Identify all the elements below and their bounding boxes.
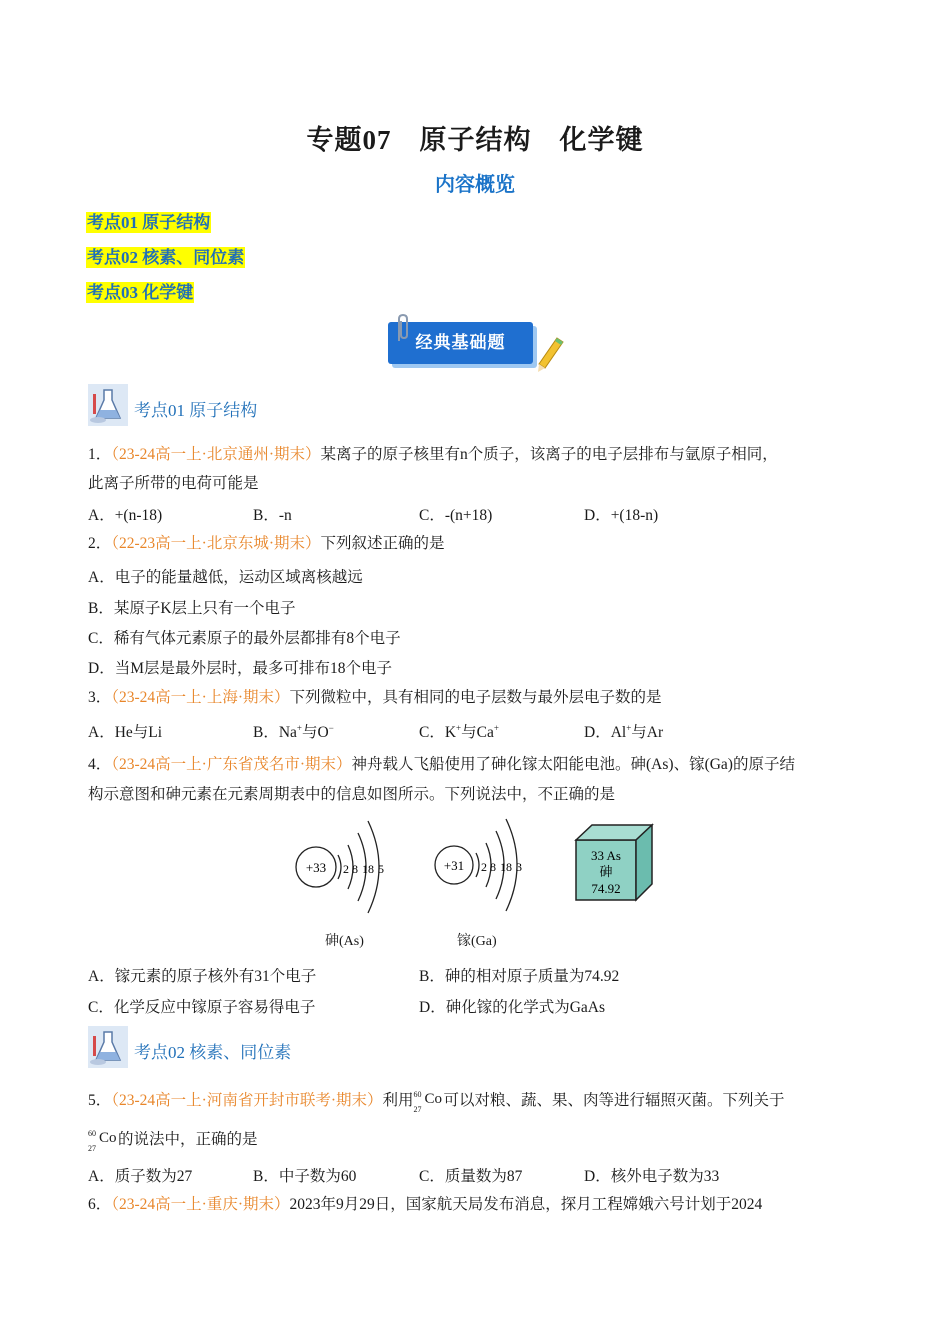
q3-option-b[interactable]: B．Na+与O− [253, 722, 334, 741]
svg-text:2: 2 [481, 860, 487, 874]
question-4-cont: 构示意图和砷元素在元素周期表中的信息如图所示。下列说法中，不正确的是 [88, 786, 616, 803]
q1-option-c[interactable]: C．-(n+18) [419, 507, 493, 524]
cell-name: 砷 [599, 864, 613, 879]
section-label-2: 考点02 核素、同位素 [134, 1043, 292, 1062]
question-4-source: （23-24高一上·广东省茂名市·期末） [111, 756, 352, 773]
svg-text:5: 5 [378, 862, 384, 876]
q5-option-b[interactable]: B．中子数为60 [253, 1168, 357, 1185]
q3-option-d[interactable]: D．Al+与Ar [584, 722, 664, 741]
question-1-source: （23-24高一上·北京通州·期末） [111, 446, 321, 463]
svg-text:18: 18 [500, 860, 512, 874]
arsenic-table-cell [574, 822, 656, 902]
q1-option-b[interactable]: B．-n [253, 507, 292, 524]
flask-icon [88, 1026, 128, 1068]
section-label-1: 考点01 原子结构 [134, 401, 258, 420]
pencil-icon [535, 336, 565, 374]
q1-option-a[interactable]: A．+(n-18) [88, 507, 163, 524]
q5-option-d[interactable]: D．核外电子数为33 [584, 1168, 720, 1185]
q1-option-d[interactable]: D．+(18-n) [584, 507, 659, 524]
question-6: 6．（23-24高一上·重庆·期末）2023年9月29日，国家航天局发布消息，探月工程嫦娥六号计划于2024 [88, 1196, 763, 1213]
title-part1: 专题07 [306, 125, 392, 155]
question-4: 4．（23-24高一上·广东省茂名市·期末）神舟载人飞船使用了砷化镓太阳能电池。砷(As)、镓(Ga)的原子结 [88, 756, 795, 773]
q2-option-a[interactable]: A．电子的能量越低，运动区域离核越远 [88, 569, 363, 586]
q4-option-c[interactable]: C．化学反应中镓原子容易得电子 [88, 999, 316, 1016]
q2-option-c[interactable]: C．稀有气体元素原子的最外层都排有8个电子 [88, 630, 401, 647]
arsenic-atom-diagram [290, 815, 400, 920]
flask-icon [88, 384, 128, 426]
ga-caption: 镓(Ga) [457, 934, 497, 949]
q3-option-c[interactable]: C．K+与Ca+ [419, 722, 499, 741]
ga-nucleus-label: +31 [443, 858, 465, 873]
question-5-cont: 60 27 Co 的说法中，正确的是 [88, 1129, 258, 1154]
question-5: 5．（23-24高一上·河南省开封市联考·期末）利用 60 27 Co 可以对粮、蔬、果、肉等进行辐照灭菌。下列关于 [88, 1090, 785, 1115]
svg-text:18: 18 [362, 862, 374, 876]
overview-item-2[interactable]: 考点02 核素、同位素 [87, 248, 245, 267]
gallium-atom-diagram [432, 813, 542, 918]
overview-item-3[interactable]: 考点03 化学键 [87, 283, 194, 302]
q4-option-d[interactable]: D．砷化镓的化学式为GaAs [419, 999, 605, 1016]
svg-text:8: 8 [490, 860, 496, 874]
q4-option-a[interactable]: A．镓元素的原子核外有31个电子 [88, 968, 317, 985]
question-5-source: （23-24高一上·河南省开封市联考·期末） [111, 1092, 383, 1109]
question-3: 3．（23-24高一上·上海·期末）下列微粒中，具有相同的电子层数与最外层电子数的是 [88, 689, 662, 706]
as-nucleus-label: +33 [305, 860, 327, 875]
q3-option-a[interactable]: A．He与Li [88, 724, 163, 741]
q5-option-a[interactable]: A．质子数为27 [88, 1168, 193, 1185]
paperclip-icon [393, 313, 415, 343]
title-part2: 原子结构 [419, 125, 532, 155]
cobalt-isotope: 60 27 Co [88, 1129, 117, 1154]
question-2-source: （22-23高一上·北京东城·期末） [111, 535, 321, 552]
overview-heading: 内容概览 [435, 174, 515, 196]
cobalt-isotope: 60 27 Co [413, 1090, 443, 1115]
classic-basic-banner: 经典基础题 [388, 322, 533, 364]
question-2: 2．（22-23高一上·北京东城·期末）下列叙述正确的是 [88, 535, 445, 552]
q2-option-b[interactable]: B．某原子K层上只有一个电子 [88, 600, 296, 617]
question-3-source: （23-24高一上·上海·期末） [111, 689, 290, 706]
as-caption: 砷(As) [325, 934, 364, 949]
q2-option-d[interactable]: D．当M层是最外层时，最多可排布18个电子 [88, 660, 392, 677]
question-6-source: （23-24高一上·重庆·期末） [111, 1196, 290, 1213]
question-1-cont: 此离子所带的电荷可能是 [88, 475, 259, 492]
question-1: 1．（23-24高一上·北京通州·期末）某离子的原子核里有n个质子，该离子的电子层排布与氩原子相同， [88, 446, 778, 463]
svg-text:2: 2 [343, 862, 349, 876]
svg-text:8: 8 [352, 862, 358, 876]
page-title [0, 118, 950, 157]
cell-mass: 74.92 [591, 881, 621, 896]
title-part3: 化学键 [559, 125, 644, 155]
svg-text:3: 3 [516, 860, 522, 874]
q5-option-c[interactable]: C．质量数为87 [419, 1168, 523, 1185]
overview-item-1[interactable]: 考点01 原子结构 [87, 213, 211, 232]
cell-symbol: 33 As [591, 848, 621, 863]
q4-option-b[interactable]: B．砷的相对原子质量为74.92 [419, 968, 620, 985]
